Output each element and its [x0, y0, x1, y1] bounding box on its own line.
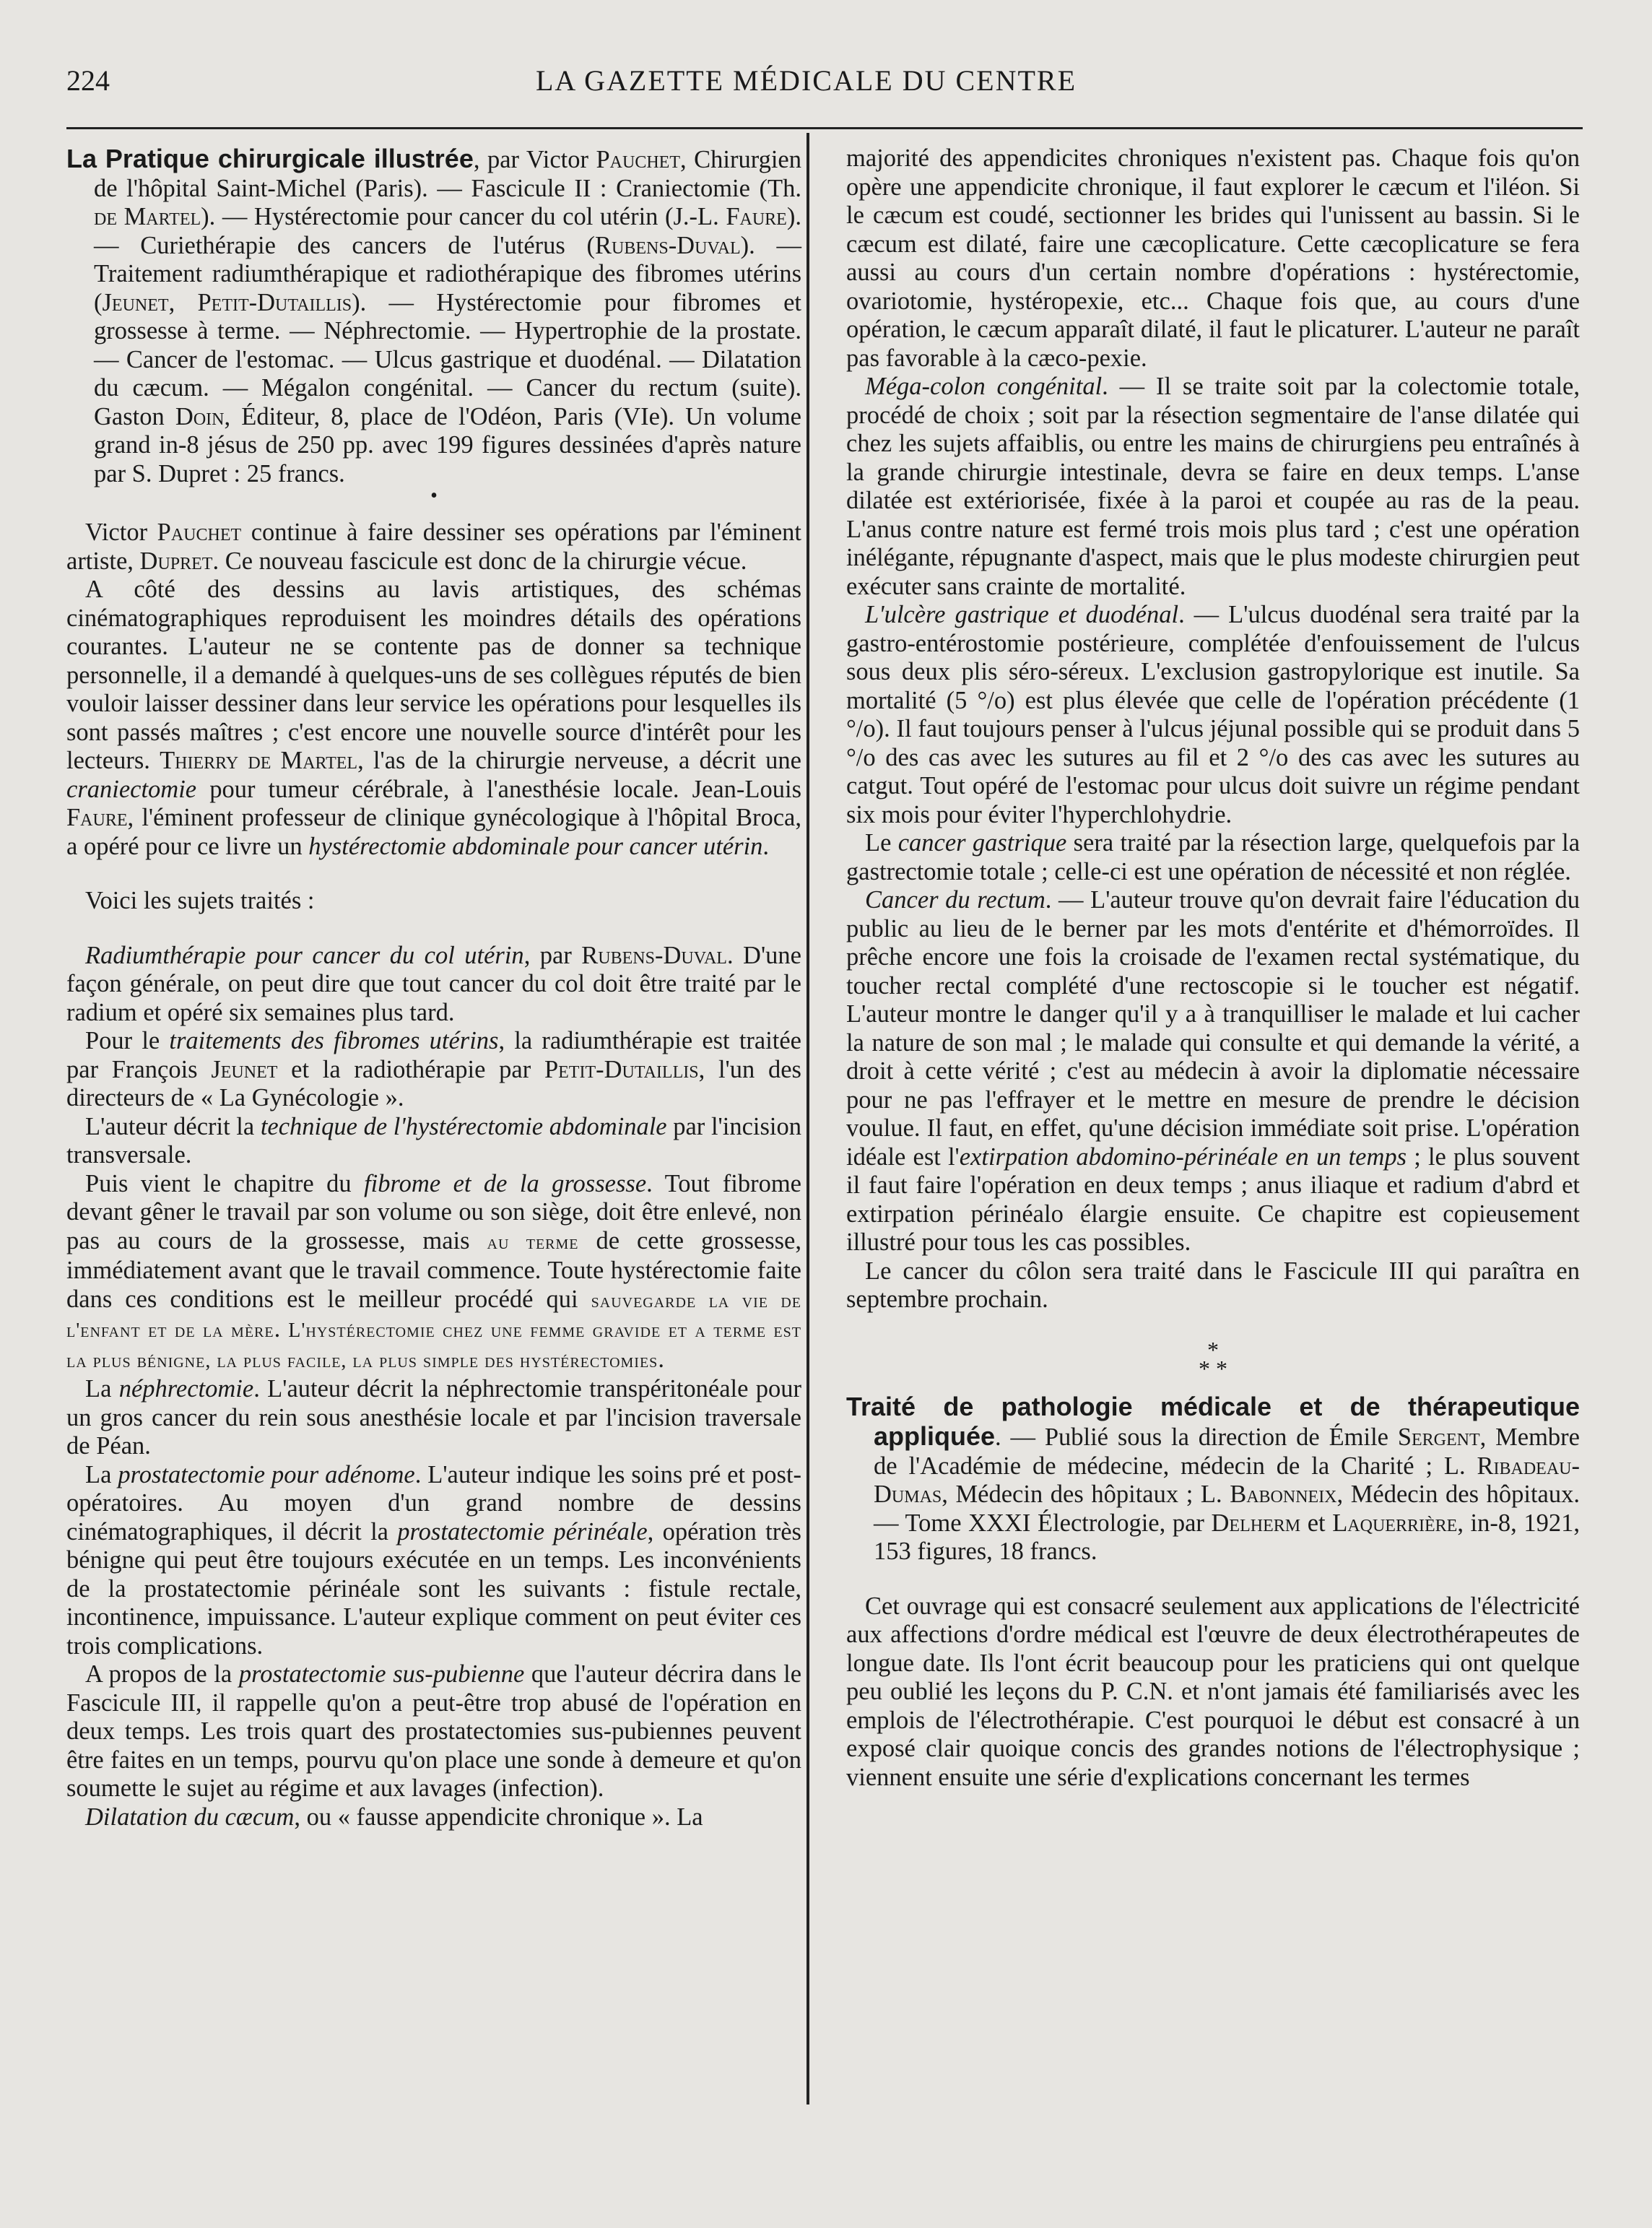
book-reference-sergent: Traité de pathologie médicale et de thérapeutique appliquée. — Publié sous la direction de Émile Sergent, Membre de l'Académie de médecine, médecin de la Charité ; L. Ribadeau-Dumas, Médecin des hôpitaux ; L. Babonneix, Médecin des hôpitaux. — Tome XXXI Électrologie, par Delherm et Laquerrière, in-8, 1921, 153 figures, 18 francs.: [846, 1391, 1580, 1565]
review-paragraph: La prostatectomie pour adénome. L'auteur indique les soins pré et post-opératoires. Au moyen d'un grand nombre de dessins cinématographiques, il décrit la prostatectomie périnéale, opération très bénigne qui peut être toujours exécutée en un temps. Les inconvénients de la prostatectomie périnéale sont les suivants : fistule rectale, incontinence, impuissance. L'auteur explique comment on peut éviter ces trois complications.: [66, 1460, 802, 1660]
review-paragraph: Puis vient le chapitre du fibrome et de la grossesse. Tout fibrome devant gêner le travail par son volume ou son siège, doit être enlevé, non pas au cours de la grossesse, mais au terme de cette grossesse, immédiatement avant que le travail commence. Toute hystérectomie faite dans ces conditions est le meilleur procédé qui sauvegarde la vie de l'enfant et de la mère. L'hystérectomie chez une femme gravide et a terme est la plus bénigne, la plus facile, la plus simple des hystérectomies.: [66, 1169, 801, 1373]
review-paragraph: Méga-colon congénital. — Il se traite soit par la colectomie totale, procédé de choix ; soit par la résection segmentaire de l'anse dilatée qui chez les sujets affaiblis, ou entre les mains de chirurgiens peu entraînés à la grande chirurgie intestinale, devra se faire en deux temps. L'anse dilatée est extériorisée, fixée à la paroi et coupée au ras de la peau. L'anus contre nature est fermé trois mois plus tard ; c'est une opération inélégante, répugnante d'aspect, mais que le plus modeste chirurgien peut exécuter sans crainte de mortalité.: [846, 373, 1580, 600]
left-column: [66, 144, 801, 1832]
running-title: LA GAZETTE MÉDICALE DU CENTRE: [536, 64, 1077, 97]
subjects-intro: Voici les sujets traités :: [85, 887, 315, 914]
review-paragraph: Le cancer gastrique sera traité par la résection large, quelquefois par la gastrectomie totale ; celle-ci est une opération de nécessité et non réglée.: [846, 829, 1581, 885]
review-paragraph: L'auteur décrit la technique de l'hystérectomie abdominale par l'incision transversale.: [66, 1112, 801, 1169]
header-rule: [66, 127, 1583, 129]
column-rule: [807, 133, 809, 2105]
author-name: Pauchet: [596, 146, 680, 173]
section-ornament: •: [430, 485, 438, 507]
book-title: Traité de pathologie médicale et de thérapeutique appliquée: [846, 1391, 1580, 1451]
review-paragraph: Cet ouvrage qui est consacré seulement aux applications de l'électricité aux affections d'ordre médical est l'œuvre de deux électrothérapeutes de longue date. Ils l'ont écrit beaucoup pour les praticiens qui ont quelque peu oublié les leçons du P. C.N. et n'ont jamais été familiarisés avec les emplois de l'électrothérapie. C'est pourquoi le début est consacré à un exposé clair quoique concis des grandes notions de l'électrophysique ; viennent ensuite une série d'explications concernant les termes: [846, 1592, 1580, 1791]
right-column: [846, 144, 1580, 1792]
review-paragraph: A côté des dessins au lavis artistiques, des schémas cinématographiques reproduisent les moindres détails des opérations courantes. L'auteur ne se contente pas de donner sa technique personnelle, il a demandé à quelques-uns de ses collègues réputés de bien vouloir laisser dessiner dans leur service les opérations pour lesquelles ils sont passés maîtres ; c'est encore une nouvelle source d'intérêt pour les lecteurs. Thierry de Martel, l'as de la chirurgie nerveuse, a décrit une craniectomie pour tumeur cérébrale, à l'anesthésie locale. Jean-Louis Faure, l'éminent professeur de clinique gynécologique à l'hôpital Broca, a opéré pour ce livre un hystérectomie abdominale pour cancer utérin.: [66, 576, 801, 860]
book-title: La Pratique chirurgicale illustrée: [66, 144, 474, 173]
section-separator: * * *: [1199, 1336, 1227, 1382]
review-paragraph: A propos de la prostatectomie sus-pubienne que l'auteur décrira dans le Fascicule III, il rappelle qu'on a peut-être trop abusé de l'opération en deux temps. Les trois quart des prostatectomies sus-pubiennes peuvent être faites en un temps, pourvu qu'on place une sonde à demeure et qu'on soumette le sujet au régime et aux lavages (infection).: [66, 1660, 802, 1802]
review-paragraph: Dilatation du cæcum, ou « fausse appendicite chronique ». La: [85, 1803, 703, 1831]
review-paragraph: Cancer du rectum. — L'auteur trouve qu'on devrait faire l'éducation du public au lieu de le berner par les mots d'entérite et d'hémorroïdes. Il prêche encore une fois la croisade de l'examen rectal systématique, du toucher rectal complété d'une rectoscopie si le toucher est négatif. L'auteur montre le danger qu'il y a à tranquilliser le malade et lui cacher la nature de son mal ; le malade qui consulte et qui demande la vérité, a droit à cette vérité ; c'est au médecin à avoir la diplomatie nécessaire pour ne pas l'effrayer et le mettre en mesure de prendre le décision voulue. Il faut, en effet, qu'une décision immédiate soit prise. L'opération idéale est l'extirpation abdomino-périnéale en un temps ; le plus souvent il faut faire l'opération en deux temps ; anus iliaque et radium d'abrd et extirpation périnéalo élargie ensuite. Ce chapitre est copieusement illustré pour tous les cas possibles.: [846, 886, 1580, 1256]
page-header: [66, 64, 1583, 110]
review-paragraph: majorité des appendicites chroniques n'existent pas. Chaque fois qu'on opère une appendicite chronique, il faut explorer le cæcum et l'iléon. Si le cæcum est coudé, sectionner les brides qui l'unissent au bassin. Si le cæcum est dilaté, faire une cæcoplicature. Cette cæcoplicature se fera aussi au cours d'un certain nombre d'opérations : hystérectomie, ovariotomie, hystéropexie, etc... Chaque fois que, au cours d'une opération, le cæcum apparaît dilaté, il faut le plicaturer. L'auteur ne paraît pas favorable à la cæco-pexie.: [846, 144, 1580, 372]
review-paragraph: Radiumthérapie pour cancer du col utérin, par Rubens-Duval. D'une façon générale, on peut dire que tout cancer du col doit être traité par le radium et opéré six semaines plus tard.: [66, 941, 801, 1026]
review-paragraph: Le cancer du côlon sera traité dans le Fascicule III qui paraîtra en septembre prochain.: [846, 1257, 1580, 1313]
review-paragraph: Victor Pauchet continue à faire dessiner ses opérations par l'éminent artiste, Dupret. Ce nouveau fascicule est donc de la chirurgie vécue.: [66, 519, 801, 575]
review-paragraph: Pour le traitements des fibromes utérins, la radiumthérapie est traitée par François Jeunet et la radiothérapie par Petit-Dutaillis, l'un des directeurs de « La Gynécologie ».: [66, 1027, 801, 1111]
page-number: 224: [66, 64, 110, 97]
review-paragraph: L'ulcère gastrique et duodénal. — L'ulcus duodénal sera traité par la gastro-entérostomie postérieure, complétée d'enfouissement de l'ulcus sous deux plis séro-séreux. L'exclusion gastropylorique est inutile. Sa mortalité (5 °/o) est plus élevée que celle de l'opération précédente (1 °/o). Il faut toujours penser à l'ulcus jéjunal possible qui se produit dans 5 °/o des cas avec les sutures au fil et 2 °/o des cas avec les sutures au catgut. Tout opéré de l'estomac pour ulcus doit suivre un régime pendant six mois pour éviter l'hyperchlohydrie.: [846, 601, 1580, 828]
review-paragraph: La néphrectomie. L'auteur décrit la néphrectomie transpéritonéale pour un gros cancer du rein sous anesthésie locale et par l'incision traversale de Péan.: [66, 1375, 801, 1460]
book-reference-pauchet: La Pratique chirurgicale illustrée, par Victor Pauchet, Chirurgien de l'hôpital Saint-Michel (Paris). — Fascicule II : Craniectomie (Th. de Martel). — Hystérectomie pour cancer du col utérin (J.-L. Faure). — Curiethérapie des cancers de l'utérus (Rubens-Duval). — Traitement radiumthérapique et radiothérapique des fibromes utérins (Jeunet, Petit-Dutaillis). — Hystérectomie pour fibromes et grossesse à terme. — Néphrectomie. — Hypertrophie de la prostate. — Cancer de l'estomac. — Ulcus gastrique et duodénal. — Dilatation du cæcum. — Mégalon congénital. — Cancer du rectum (suite). Gaston Doin, Éditeur, 8, place de l'Odéon, Paris (VIe). Un volume grand in-8 jésus de 250 pp. avec 199 figures dessinées d'après nature par S. Dupret : 25 francs.: [66, 144, 802, 487]
